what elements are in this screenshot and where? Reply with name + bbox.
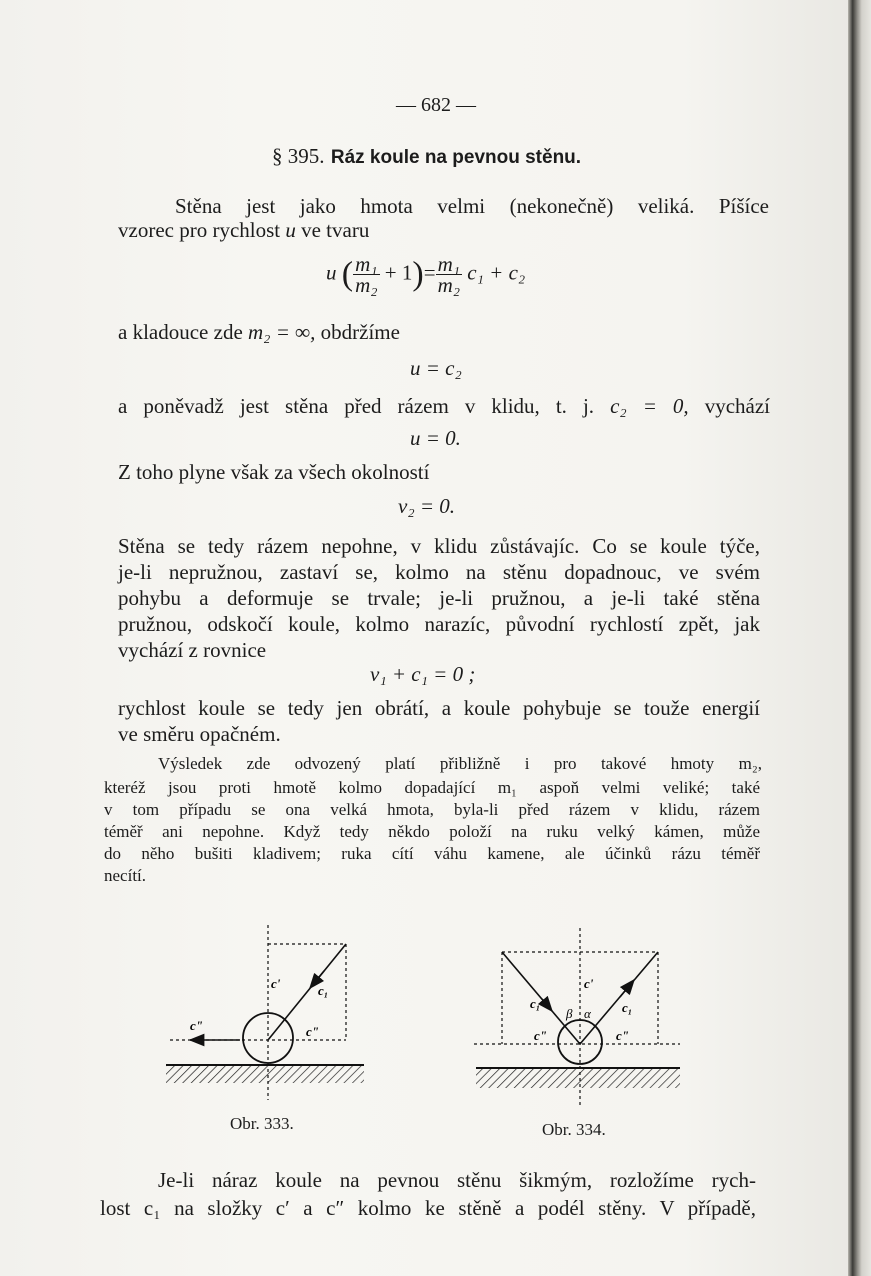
numerator: m₁ xyxy=(355,252,378,276)
paragraph-text: ve tvaru xyxy=(301,218,370,242)
paragraph-line: Stěna se tedy rázem nepohne, v klidu zůstávajíc. Co se koule týče, xyxy=(118,534,760,558)
book-binding-edge xyxy=(848,0,871,1276)
caption-334: Obr. 334. xyxy=(542,1120,606,1139)
label-c-dbl-right: c" xyxy=(306,1024,319,1039)
paragraph-line xyxy=(118,320,400,345)
c1-arrow-right xyxy=(620,980,634,997)
paragraph-line: je-li nepružnou, zastaví se, kolmo na stěnu dopadnouc, ve svém xyxy=(118,560,760,584)
smallprint-line: do něho bušiti kladivem; ruka cítí váhu kamene, ale účinků rázu téměř xyxy=(104,844,760,863)
denominator: m₂ xyxy=(355,273,378,297)
paragraph-line: vychází z rovnice xyxy=(118,638,267,662)
math-expr: m₂ = ∞, xyxy=(248,320,316,344)
equation-v2-zero: v₂ = 0. xyxy=(398,494,456,518)
smallprint-line: téměř ani nepohne. Když tedy někdo položí na ruku velký kámen, může xyxy=(104,822,760,841)
paren-open: ( xyxy=(341,255,354,293)
smallprint-line: necítí. xyxy=(104,866,147,885)
equation-u-zero: u = 0. xyxy=(410,426,461,450)
equation-main xyxy=(326,254,525,295)
paragraph-text: obdržíme xyxy=(320,320,400,344)
label-beta: β xyxy=(566,1006,573,1021)
c1-arrow-left xyxy=(542,999,552,1011)
equation-u-c2: u = c₂ xyxy=(410,356,462,380)
eq-var-u: u xyxy=(326,260,337,285)
eq-rhs: c₁ + c₂ xyxy=(467,260,526,285)
paragraph-line: ve směru opačném. xyxy=(118,722,281,746)
label-c-dbl-right: c" xyxy=(616,1028,629,1043)
page-number: — 682 — xyxy=(396,94,476,116)
label-c-prime: c' xyxy=(271,976,281,991)
label-c1-right: c₁ xyxy=(622,1000,633,1015)
paragraph-line: Stěna jest jako hmota velmi (nekonečně) veliká. Píšíce xyxy=(175,194,769,218)
paragraph-text: a poněvadž jest stěna před rázem v klidu, t. j. xyxy=(118,394,595,418)
figure-333 xyxy=(150,920,380,1120)
plus-one: + 1 xyxy=(384,260,413,285)
paren-close: ) xyxy=(412,255,424,293)
paragraph-line xyxy=(118,218,369,243)
paragraph-line xyxy=(118,394,770,419)
equals-sign: = xyxy=(423,260,436,285)
paragraph-text: a kladouce zde xyxy=(118,320,243,344)
caption-333: Obr. 333. xyxy=(230,1114,294,1133)
smallprint-line: v tom případu se ona velká hmota, byla-li před rázem v klidu, rázem xyxy=(104,800,760,819)
smallprint-line: Výsledek zde odvozený platí přibližně i pro takové hmoty m₂, xyxy=(158,754,762,773)
label-alpha: α xyxy=(584,1006,591,1021)
math-expr: c₂ = 0, xyxy=(610,394,689,418)
label-c-dbl-left: c" xyxy=(190,1018,203,1033)
label-c1: c₁ xyxy=(318,983,329,998)
fraction-m1-m2 xyxy=(353,254,379,295)
paragraph-text: vzorec pro rychlost xyxy=(118,218,281,242)
label-c-prime: c' xyxy=(584,976,594,991)
wall-hatching xyxy=(476,1068,680,1088)
paragraph-line: Je-li náraz koule na pevnou stěnu šikmým, rozložíme rych- xyxy=(158,1168,756,1192)
paragraph-line: pružnou, odskočí koule, kolmo narazíc, původní rychlostí zpět, jak xyxy=(118,612,760,636)
smallprint-line: kteréž jsou proti hmotě kolmo dopadající m₁ aspoň velmi veliké; také xyxy=(104,778,760,797)
equation-v1-c1: v₁ + c₁ = 0 ; xyxy=(370,662,476,686)
figure-334 xyxy=(470,928,690,1128)
numerator: m₁ xyxy=(437,252,461,276)
paragraph-line: lost c₁ na složky c′ a c″ kolmo ke stěně a podél stěny. V případě, xyxy=(100,1196,756,1220)
section-number: § 395. xyxy=(272,144,325,168)
ball xyxy=(243,1013,293,1063)
paragraph-line: Z toho plyne však za všech okolností xyxy=(118,460,430,484)
section-heading xyxy=(272,144,581,169)
paragraph-line: pohybu a deformuje se trvale; je-li pružnou, a je-li také stěna xyxy=(118,586,760,610)
paragraph-line: rychlost koule se tedy jen obrátí, a koule pohybuje se touže energií xyxy=(118,696,760,720)
fraction-m1-m2-right xyxy=(436,254,462,295)
math-var: u xyxy=(285,218,296,242)
denominator: m₂ xyxy=(437,273,461,297)
section-title: Ráz koule na pevnou stěnu. xyxy=(330,147,582,168)
wall-hatching xyxy=(166,1065,364,1083)
label-c-dbl-left: c" xyxy=(534,1028,547,1043)
paragraph-text: vychází xyxy=(704,394,771,418)
label-c1-left: c₁ xyxy=(530,996,541,1011)
